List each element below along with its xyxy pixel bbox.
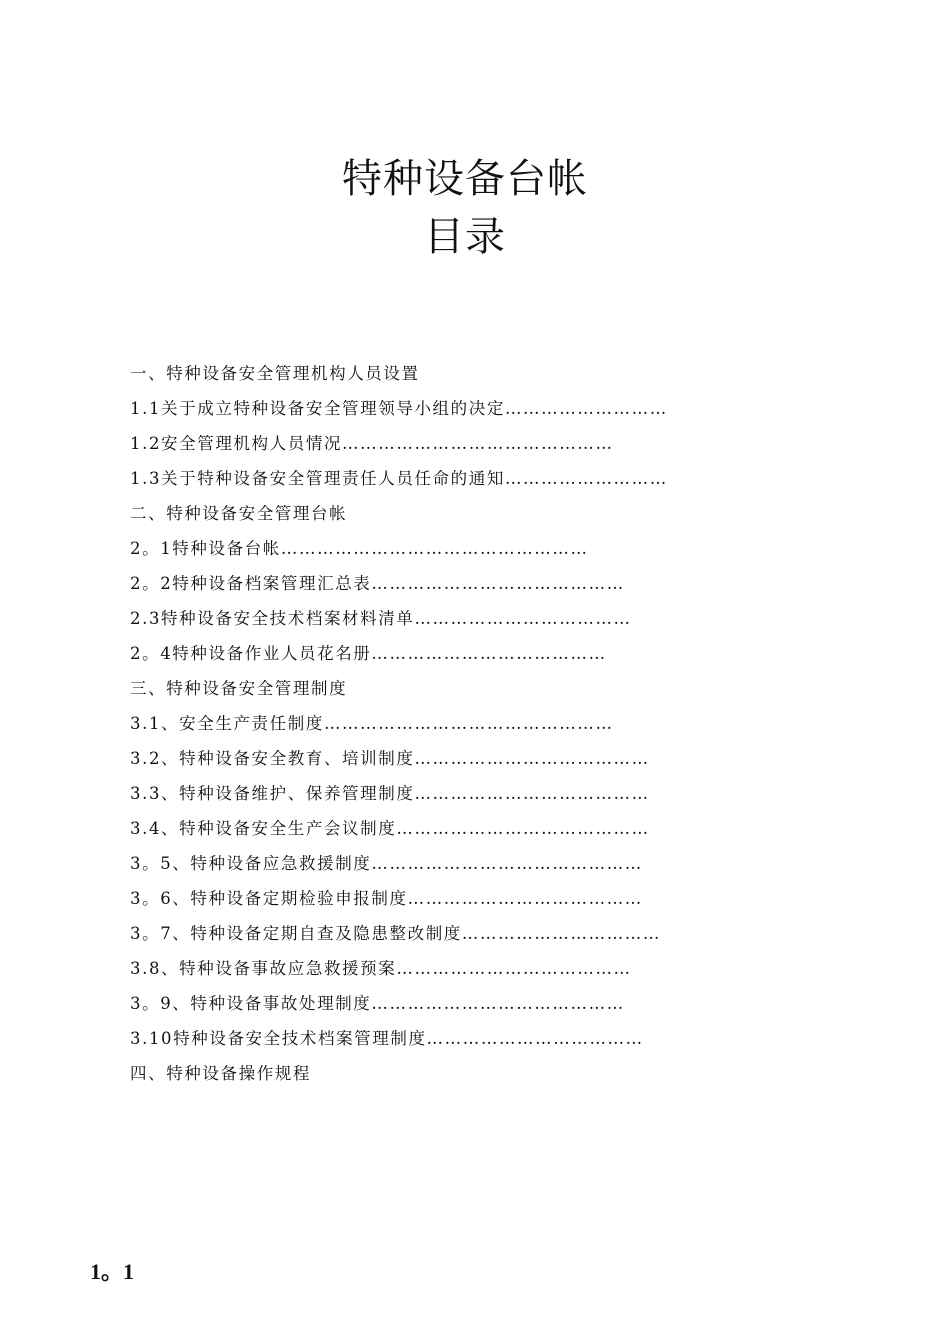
- toc-entry: 一、特种设备安全管理机构人员设置: [130, 364, 420, 383]
- toc-entry: 3。6、特种设备定期检验申报制度…………………………………: [130, 889, 643, 908]
- document-title: 特种设备台帐: [342, 156, 588, 202]
- toc-entry: 3.3、特种设备维护、保养管理制度…………………………………: [130, 784, 650, 803]
- toc-heading: 目录: [424, 214, 506, 260]
- table-of-contents: [130, 356, 710, 1091]
- toc-entry: 1.3关于特种设备安全管理责任人员任命的通知………………………: [130, 469, 668, 488]
- toc-entry: 1.1关于成立特种设备安全管理领导小组的决定………………………: [130, 399, 668, 418]
- toc-entry: 3.1、安全生产责任制度…………………………………………: [130, 714, 614, 733]
- section-number: 1。1: [90, 1259, 135, 1284]
- toc-entry: 3。9、特种设备事故处理制度……………………………………: [130, 994, 625, 1013]
- toc-entry: 2。2特种设备档案管理汇总表……………………………………: [130, 574, 625, 593]
- title-block: [0, 150, 930, 266]
- toc-entry: 3.8、特种设备事故应急救援预案…………………………………: [130, 959, 632, 978]
- toc-entry: 3.10特种设备安全技术档案管理制度………………………………: [130, 1029, 644, 1048]
- toc-entry: 3.4、特种设备安全生产会议制度……………………………………: [130, 819, 650, 838]
- toc-entry: 1.2安全管理机构人员情况………………………………………: [130, 434, 614, 453]
- toc-entry: 2。4特种设备作业人员花名册…………………………………: [130, 644, 607, 663]
- toc-entry: 3.2、特种设备安全教育、培训制度…………………………………: [130, 749, 650, 768]
- toc-entry: 2。1特种设备台帐……………………………………………: [130, 539, 589, 558]
- toc-entry: 3。5、特种设备应急救援制度………………………………………: [130, 854, 643, 873]
- toc-entry: 二、特种设备安全管理台帐: [130, 504, 348, 523]
- toc-entry: 四、特种设备操作规程: [130, 1064, 311, 1083]
- toc-entry: 三、特种设备安全管理制度: [130, 679, 348, 698]
- toc-entry: 2.3特种设备安全技术档案材料清单………………………………: [130, 609, 632, 628]
- toc-entry: 3。7、特种设备定期自查及隐患整改制度……………………………: [130, 924, 661, 943]
